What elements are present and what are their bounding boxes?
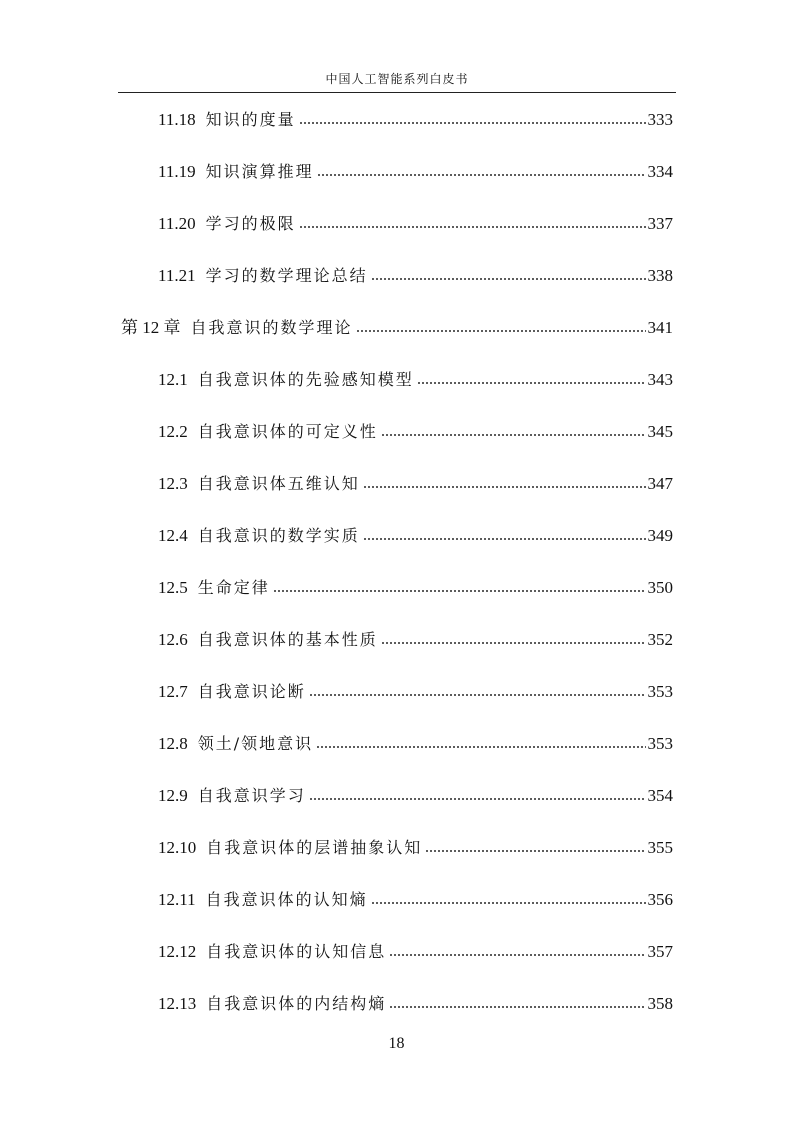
- dot-leader: [316, 744, 645, 750]
- toc-entry-number: 第 12 章: [121, 318, 181, 337]
- toc-entry-page: 354: [647, 786, 673, 805]
- toc-entry-number: 12.10: [158, 838, 197, 857]
- dot-leader: [389, 1004, 645, 1010]
- toc-entry[interactable]: [158, 418, 673, 442]
- toc-entry-page: 345: [647, 422, 673, 441]
- toc-entry-title: 自我意识体的先验感知模型: [197, 370, 414, 389]
- toc-entry-number: 12.1: [158, 370, 188, 389]
- toc-entry-page: 334: [647, 162, 673, 181]
- toc-entry[interactable]: [158, 938, 673, 962]
- toc-entry-number: 12.12: [158, 942, 197, 961]
- toc-entry-title: 知识演算推理: [205, 162, 314, 181]
- toc-entry[interactable]: [158, 834, 673, 858]
- toc-entry-page: 347: [647, 474, 673, 493]
- running-header: 中国人工智能系列白皮书: [325, 72, 469, 86]
- toc-entry-number: 12.6: [158, 630, 188, 649]
- toc-entry-title: 自我意识体的层谱抽象认知: [206, 838, 423, 857]
- toc-entry-number: 11.18: [158, 110, 196, 129]
- toc-entry-number: 12.3: [158, 474, 188, 493]
- toc-entry[interactable]: [158, 782, 673, 806]
- toc-entry-page: 356: [647, 890, 673, 909]
- toc-entry-page: 349: [647, 526, 673, 545]
- toc-entry[interactable]: [158, 106, 673, 130]
- toc-entry-number: 12.2: [158, 422, 188, 441]
- dot-leader: [371, 900, 646, 906]
- toc-entry-page: 343: [647, 370, 673, 389]
- toc-entry[interactable]: [158, 366, 673, 390]
- toc-entry-page: 350: [647, 578, 673, 597]
- toc-entry-title: 自我意识的数学实质: [197, 526, 360, 545]
- toc-entry-page: 358: [647, 994, 673, 1013]
- toc-entry-page: 353: [647, 734, 673, 753]
- toc-entry-title: 学习的极限: [205, 214, 296, 233]
- toc-entry-page: 355: [647, 838, 673, 857]
- toc-entry-number: 12.4: [158, 526, 188, 545]
- toc-entry-number: 12.13: [158, 994, 197, 1013]
- toc-entry-number: 11.21: [158, 266, 196, 285]
- toc-entry-title: 知识的度量: [205, 110, 296, 129]
- toc-entry[interactable]: [158, 158, 673, 182]
- toc-entry-title: 自我意识体的认知信息: [206, 942, 387, 961]
- toc-entry-number: 11.20: [158, 214, 196, 233]
- dot-leader: [381, 640, 646, 646]
- toc-entry-title: 生命定律: [197, 578, 270, 597]
- dot-leader: [371, 276, 646, 282]
- dot-leader: [299, 120, 646, 126]
- toc-entry-page: 352: [647, 630, 673, 649]
- toc-entry[interactable]: [158, 990, 673, 1014]
- toc-entry-page: 338: [647, 266, 673, 285]
- page-number: 18: [388, 1035, 405, 1052]
- toc-entry-title: 学习的数学理论总结: [205, 266, 368, 285]
- toc-entry[interactable]: [158, 730, 673, 754]
- dot-leader: [317, 172, 646, 178]
- toc-entry-number: 12.9: [158, 786, 188, 805]
- toc-entry[interactable]: [158, 574, 673, 598]
- toc-entry[interactable]: [158, 470, 673, 494]
- toc-entry-title: 自我意识体的内结构熵: [206, 994, 387, 1013]
- toc-entry-page: 333: [647, 110, 673, 129]
- toc-entry-title: 自我意识体的基本性质: [197, 630, 378, 649]
- toc-entry-title: 自我意识的数学理论: [190, 318, 353, 337]
- dot-leader: [309, 692, 646, 698]
- toc-entry-page: 341: [647, 318, 673, 337]
- toc-entry-number: 11.19: [158, 162, 196, 181]
- toc-entry[interactable]: [158, 522, 673, 546]
- toc-entry-title: 自我意识体五维认知: [197, 474, 360, 493]
- dot-leader: [363, 484, 646, 490]
- dot-leader: [299, 224, 646, 230]
- dot-leader: [389, 952, 645, 958]
- toc-entry-page: 353: [647, 682, 673, 701]
- dot-leader: [363, 536, 646, 542]
- dot-leader: [273, 588, 646, 594]
- toc-entry[interactable]: [158, 210, 673, 234]
- toc-entry-title: 自我意识论断: [197, 682, 306, 701]
- toc-entry[interactable]: [158, 886, 673, 910]
- dot-leader: [417, 380, 646, 386]
- toc-entry-page: 337: [647, 214, 673, 233]
- toc-entry-page: 357: [647, 942, 673, 961]
- toc-entry-title: 领土/领地意识: [197, 734, 314, 753]
- dot-leader: [356, 328, 646, 334]
- toc-entry-number: 12.7: [158, 682, 188, 701]
- dot-leader: [381, 432, 646, 438]
- toc-entry-title: 自我意识学习: [197, 786, 306, 805]
- dot-leader: [425, 848, 645, 854]
- toc-entry-number: 12.8: [158, 734, 188, 753]
- toc-chapter-entry[interactable]: [121, 314, 673, 338]
- toc-entry-title: 自我意识体的认知熵: [205, 890, 368, 909]
- toc-entry-number: 12.11: [158, 890, 196, 909]
- toc-entry[interactable]: [158, 626, 673, 650]
- toc-entry[interactable]: [158, 678, 673, 702]
- toc-entry-number: 12.5: [158, 578, 188, 597]
- dot-leader: [309, 796, 646, 802]
- toc-entry-title: 自我意识体的可定义性: [197, 422, 378, 441]
- toc-entry[interactable]: [158, 262, 673, 286]
